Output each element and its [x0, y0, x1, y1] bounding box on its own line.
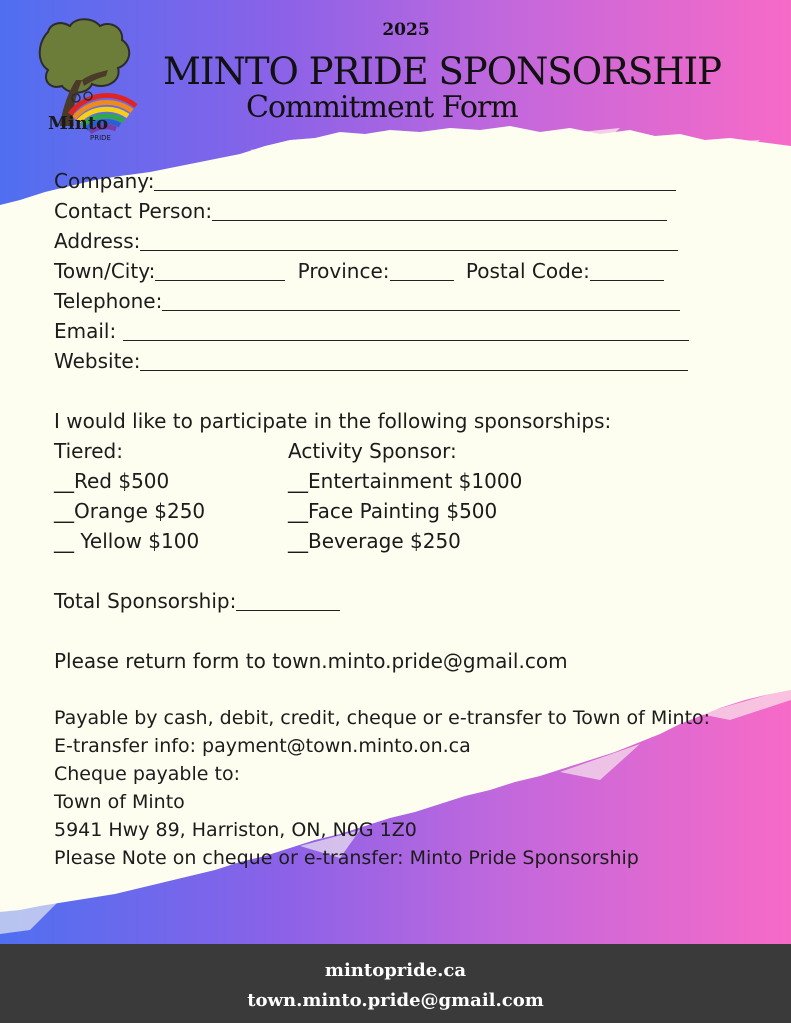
email-row [54, 319, 689, 343]
address-row [54, 229, 678, 253]
total-row [54, 589, 340, 613]
contact-field[interactable] [212, 200, 667, 221]
telephone-row [54, 289, 680, 313]
activity-option-entertainment[interactable]: __Entertainment $1000 [288, 469, 523, 493]
telephone-label: Telephone: [54, 289, 163, 313]
address-field[interactable] [140, 230, 678, 251]
town-label: Town/City: [54, 259, 156, 283]
sponsorship-intro: I would like to participate in the following sponsorships: [54, 409, 612, 433]
footer-website[interactable]: mintopride.ca [324, 960, 467, 981]
total-label: Total Sponsorship: [54, 589, 237, 613]
footer-bar [0, 944, 791, 1023]
page-subtitle: Commitment Form [246, 90, 518, 125]
tier-option-orange[interactable]: __Orange $250 [54, 499, 206, 523]
payment-line: Payable by cash, debit, credit, cheque or e-transfer to Town of Minto: [54, 707, 711, 729]
return-instructions: Please return form to town.minto.pride@gmail.com [54, 649, 568, 673]
province-field[interactable] [390, 260, 454, 281]
website-row [54, 349, 688, 373]
email-label: Email: [54, 319, 123, 343]
payment-line: Please Note on cheque or e-transfer: Minto Pride Sponsorship [54, 847, 639, 869]
activity-option-face-painting[interactable]: __Face Painting $500 [288, 499, 498, 523]
website-field[interactable] [140, 350, 688, 371]
tiered-heading: Tiered: [54, 439, 123, 463]
year-label: 2025 [382, 20, 430, 40]
payment-line: Cheque payable to: [54, 763, 240, 785]
tier-option-yellow[interactable]: __ Yellow $100 [54, 529, 200, 553]
postal-field[interactable] [590, 260, 664, 281]
company-row [54, 169, 676, 193]
contact-label: Contact Person: [54, 199, 213, 223]
address-label: Address: [54, 229, 141, 253]
payment-line: 5941 Hwy 89, Harriston, ON, N0G 1Z0 [54, 819, 417, 841]
payment-line: Town of Minto [54, 791, 185, 813]
activity-option-beverage[interactable]: __Beverage $250 [288, 529, 461, 553]
activity-heading: Activity Sponsor: [288, 439, 457, 463]
email-field[interactable] [123, 320, 689, 341]
payment-line: E-transfer info: payment@town.minto.on.ca [54, 735, 471, 757]
town-field[interactable] [155, 260, 285, 281]
page-title: MINTO PRIDE SPONSORSHIP [163, 50, 722, 93]
contact-row [54, 199, 667, 223]
postal-label: Postal Code: [465, 259, 590, 283]
company-label: Company: [54, 169, 155, 193]
company-field[interactable] [154, 170, 676, 191]
website-label: Website: [54, 349, 141, 373]
total-field[interactable] [236, 590, 340, 611]
logo-text: Minto [48, 113, 109, 134]
footer-email[interactable]: town.minto.pride@gmail.com [247, 990, 544, 1011]
logo-subtext: PRIDE [90, 134, 111, 142]
tier-option-red[interactable]: __Red $500 [54, 469, 170, 493]
telephone-field[interactable] [162, 290, 680, 311]
town-row [54, 259, 664, 283]
province-label: Province: [297, 259, 390, 283]
